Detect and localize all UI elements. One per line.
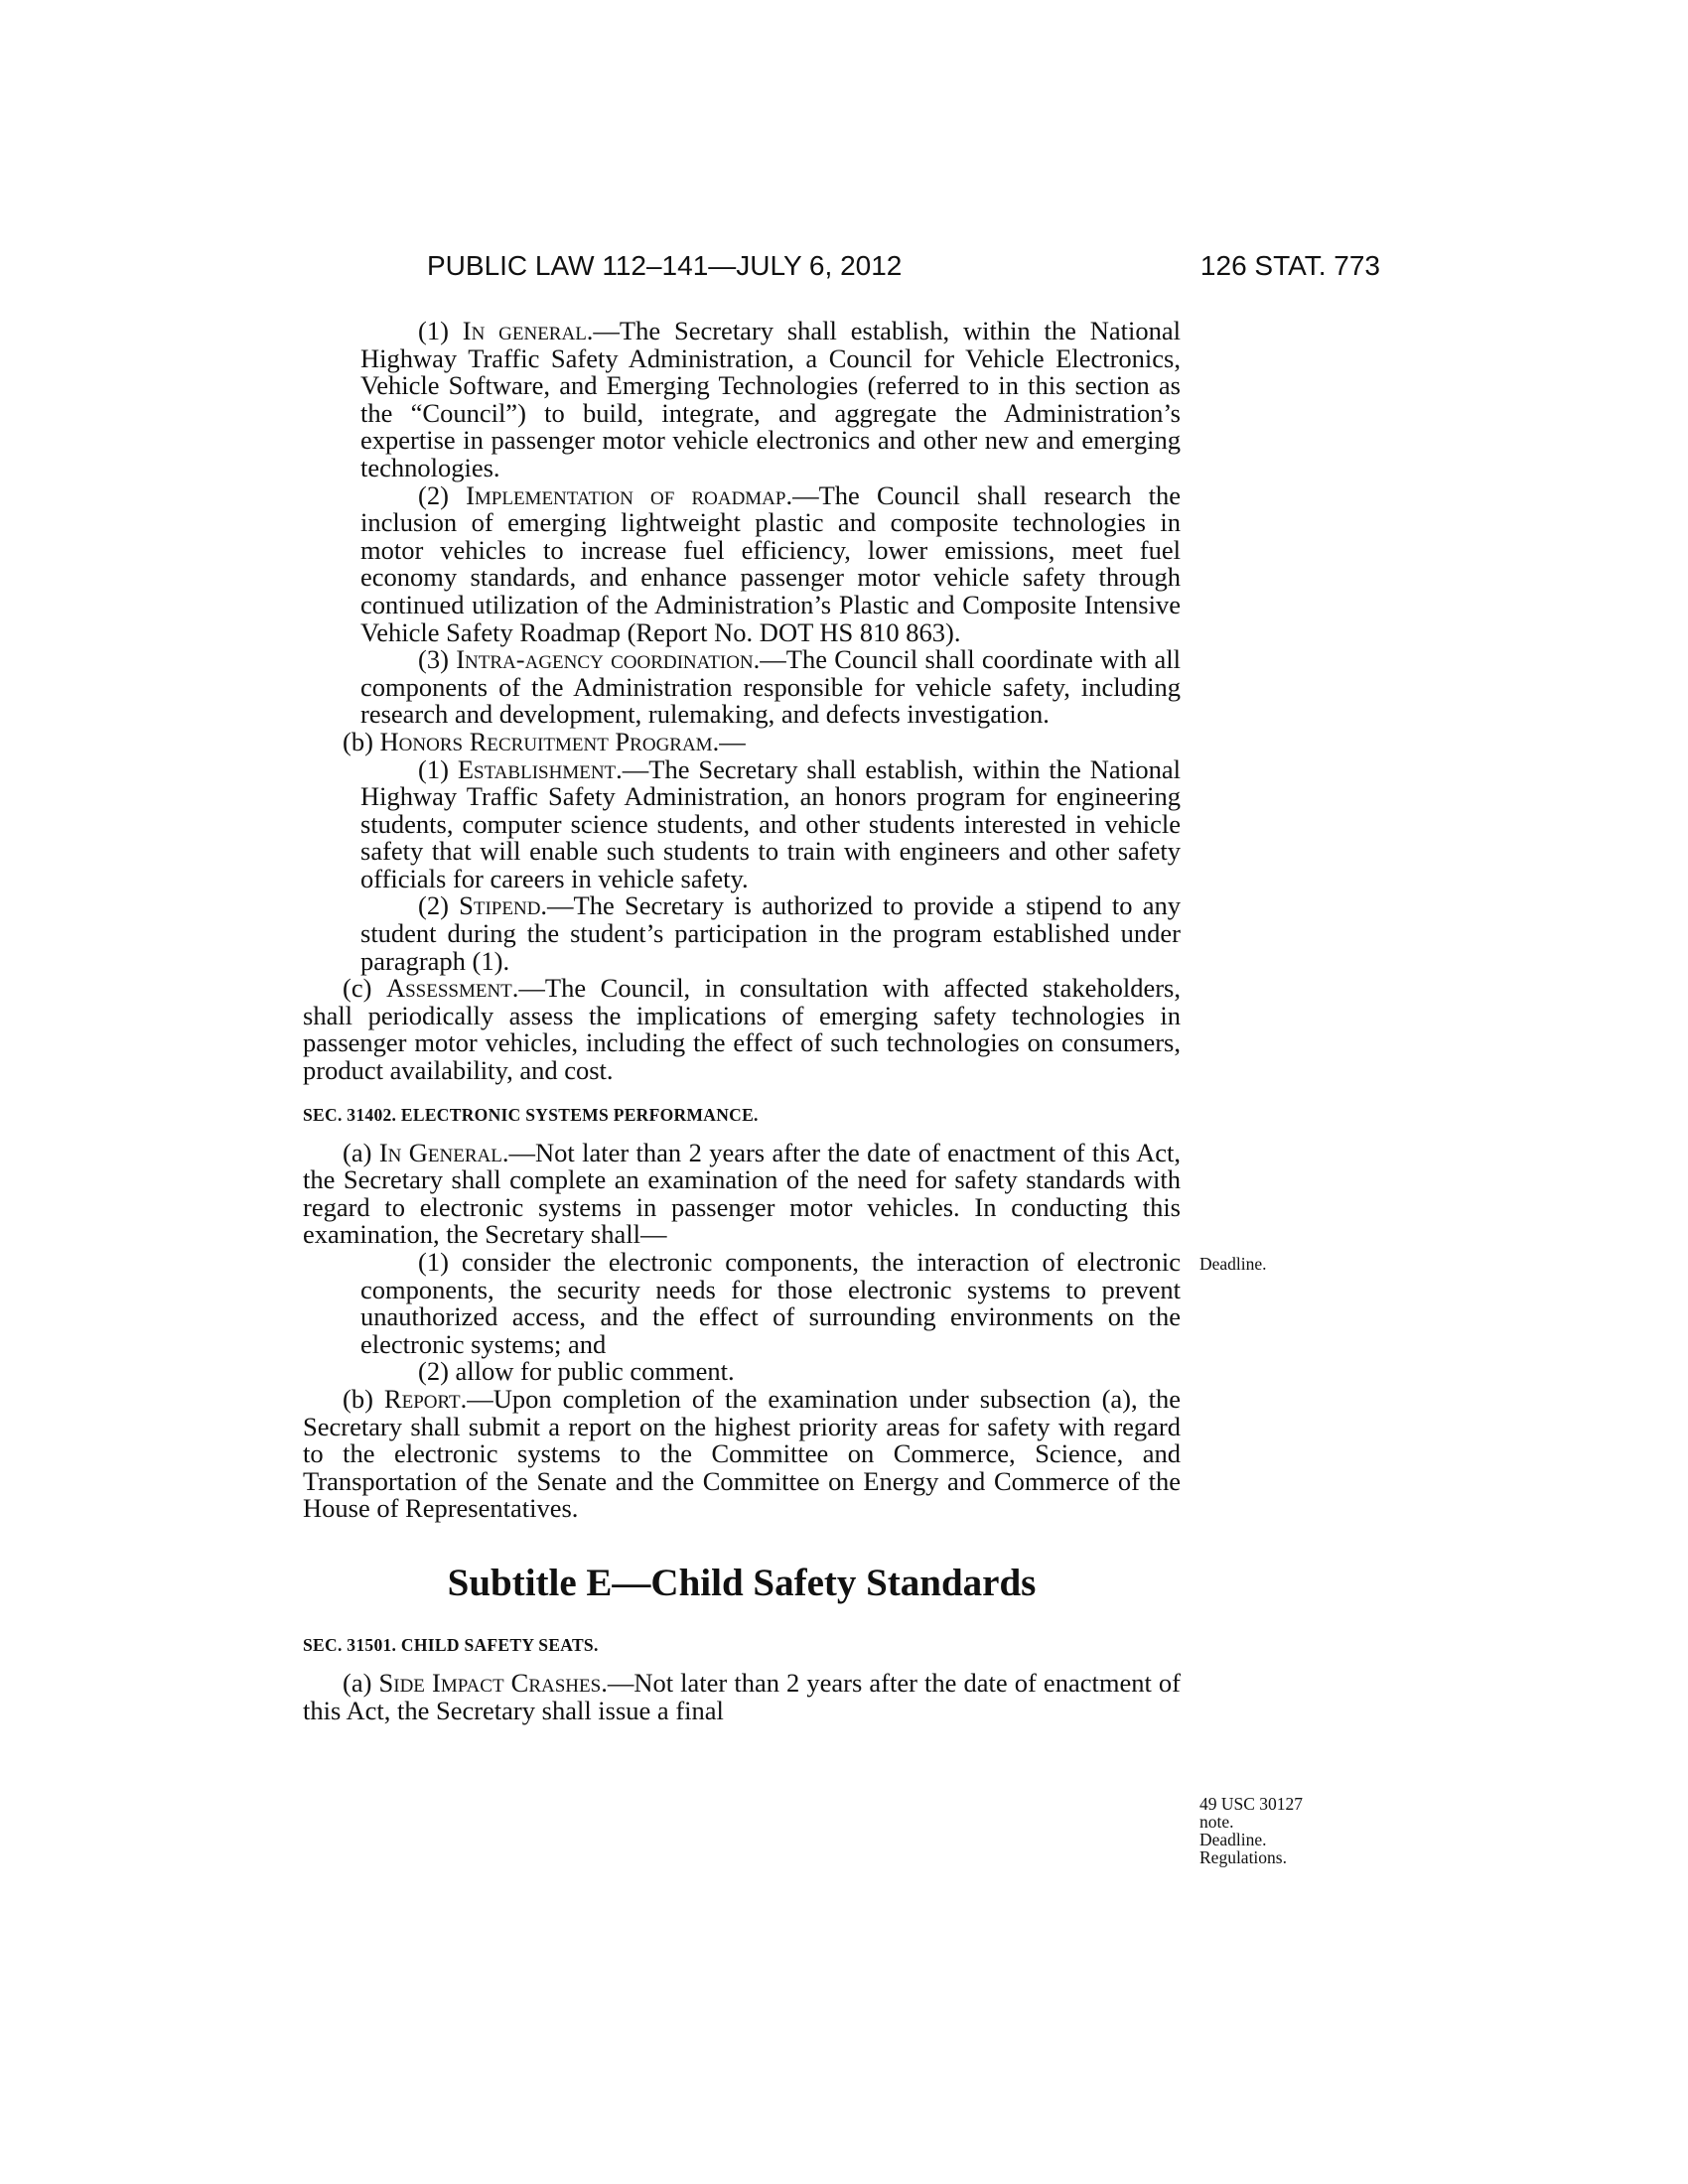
honors-paragraph-2: (2) Stipend.—The Secretary is authorized to provide a stipend to any student during the student’s participation in the program established under paragraph (1). [360, 890, 1181, 976]
assessment-paragraph: (c) Assessment.—The Council, in consultation with affected stakeholders, shall periodically assess the implications of emerging safety technologies in passenger motor vehicles, including the effect of such technologies on consumers, product availability, and cost. [303, 973, 1181, 1086]
margin-note-deadline: Deadline. [1199, 1254, 1267, 1274]
section-31402-a: (a) In General.—Not later than 2 years after the date of enactment of this Act, the Secretary shall complete an examination of the need for safety standards with regard to electronic systems in passenger motor vehicles. In conducting this examination, the Secretary shall— [303, 1137, 1182, 1250]
section-31501-a: (a) Side Impact Crashes.—Not later than 2 years after the date of enactment of this Act, the Secretary shall issue a final [303, 1667, 1181, 1725]
honors-paragraph-1: (1) Establishment.—The Secretary shall establish, within the National Highway Traffic Safety Administration, an honors program for engineering students, computer science students, and other students interested in vehicle safety that will enable such students to train with engineers and other safety officials for careers in vehicle safety. [360, 753, 1181, 893]
section-31402-a-item-1: (1) consider the electronic components, the interaction of electronic components, the security needs for those electronic systems to prevent unauthorized access, and the effect of surrounding environments on the electronic systems; and [360, 1247, 1181, 1359]
section-31402-b: (b) Report.—Upon completion of the examination under subsection (a), the Secretary shall submit a report on the highest priority areas for safety with regard to the electronic systems to the Committee on Commerce, Science, and Transportation of the Senate and the Committee on Energy and Commerce of the House of Representatives. [303, 1383, 1182, 1524]
running-head [298, 250, 1380, 294]
section-31501-heading: SEC. 31501. CHILD SAFETY SEATS. [303, 1634, 599, 1655]
section-31402-a-item-2: (2) allow for public comment. [418, 1356, 735, 1387]
subtitle-heading: Subtitle E—Child Safety Standards [447, 1561, 1037, 1604]
law-title: PUBLIC LAW 112–141—JULY 6, 2012 [427, 250, 903, 281]
section-31402-heading: SEC. 31402. ELECTRONIC SYSTEMS PERFORMANCE. [303, 1104, 759, 1125]
body-text [303, 318, 1181, 1724]
council-paragraph-1: (1) In general.—The Secretary shall establish, within the National Highway Traffic Safety Administration, a Council for Vehicle Electronics, Vehicle Software, and Emerging Technologies (referred to in this section as the “Council”) to build, integrate, and aggregate the Administration’s expertise in passenger motor vehicle electronics and other new and emerging technologies. [360, 316, 1181, 482]
stat-page-number: 126 STAT. 773 [1199, 250, 1380, 281]
council-paragraph-3: (3) Intra-agency coordination.—The Council shall coordinate with all components of the Administration responsible for vehicle safety, including research and development, rulemaking, and defects investigation. [360, 644, 1181, 730]
margin-note-usc-citation: 49 USC 30127 note. Deadline. Regulations. [1199, 1794, 1304, 1867]
council-paragraph-2: (2) Implementation of roadmap.—The Council shall research the inclusion of emerging lightweight plastic and composite technologies in motor vehicles to increase fuel efficiency, lower emissions, meet fuel economy standards, and enhance passenger motor vehicle safety through continued utilization of the Administration’s Plastic and Composite Intensive Vehicle Safety Roadmap (Report No. DOT HS 810 863). [360, 479, 1181, 647]
honors-heading: (b) Honors Recruitment Program.— [343, 726, 746, 756]
